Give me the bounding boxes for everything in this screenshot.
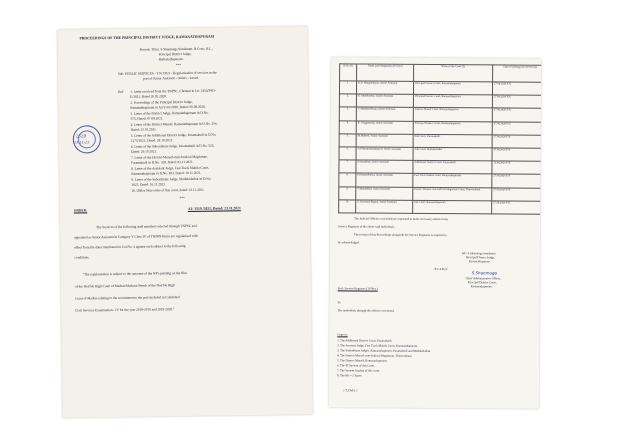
cell-date: 27.08.2020 F.N.: [492, 108, 541, 122]
ref-line: 10. Office Note order of this court, dated: 23.11.2021.: [131, 187, 205, 193]
cell-court: Principal District Court, Ramanathapuram.: [413, 81, 492, 95]
ref-line: 5. Letter of the Additional District Judge, Paramakudi in D.No.: [130, 132, 217, 138]
signature-block-line: Sd/- S.Shanmuga Sundaram: [461, 251, 496, 256]
cell-name: V.Muralidhar, Junior Assistant: [356, 186, 413, 200]
to-label: To: [337, 300, 341, 305]
copy-to-item: 5. The District Munsif, Ramanathapuram.: [337, 358, 388, 363]
cell-court: Principal District Court, Ramanathapuram.: [413, 95, 492, 109]
cell-sl-no: 5.: [339, 134, 356, 147]
order-number-date: A1/ 1519 /2021, Dated: 23.11.2021: [187, 206, 241, 211]
ref-line: 6. Letter of the Subordinate Judge, Paramakudi in D.No. 525,: [130, 143, 215, 149]
cell-date: 27.08.2020 F.N.: [492, 174, 541, 188]
ref-line: 3. Letter of the District Judge, Ramanathapuram in D.No.: [130, 110, 209, 116]
cell-name: K.D. Muppandiyan, Junior Assistant: [356, 81, 413, 95]
cell-court: Fast Track Mahila Court, Ramanathapuram.: [413, 174, 492, 188]
document-title: PROCEEDINGS OF THE PRINCIPAL DISTRICT JUDGE, RAMANATHAPURAM: [79, 34, 215, 41]
cell-date: 13.08.2020 F.N.: [492, 161, 541, 175]
cell-name: S. Saravana Begam, Junior Assistant: [356, 200, 413, 214]
ref-line: Paramakudi in D.No. 328, Dated: 02.11.2021.: [131, 159, 194, 165]
signature-block-line: Chief Administrative Officer,: [465, 276, 501, 281]
col-header-court: Name of the Court (3): [414, 64, 493, 82]
cell-name: M.Mukesh, Junior Assistant: [356, 134, 413, 148]
ref-line: 8. Letter of the Assistant Judge, Fast Track Mahila Court,: [131, 165, 210, 171]
cell-date: 27.08.2020 F.N.: [492, 201, 542, 215]
true-copy-mark: /T.C.F.B.O/: [433, 266, 448, 272]
copy-to-item: 2. The Sessions Judge, Fast Track Mahila Court, Ramanathapuram.: [337, 343, 419, 348]
present-line-3: Ramanathapuram.: [158, 57, 184, 62]
cell-sl-no: 4.: [339, 120, 356, 133]
cell-court: Principal District Court, Ramanathapuram.: [413, 121, 492, 135]
instruction-line: The Judicial Officers concerned are requested to make necessary entries in the: [354, 216, 449, 222]
table-row: [339, 200, 542, 215]
cell-sl-no: 10.: [339, 200, 356, 213]
ref-line: 9. Letter of the Subordinate Judge, Mudukulathur in D.No.: [131, 176, 212, 182]
cell-date: 27.08.2020 F.N.: [492, 95, 541, 109]
signature-block-line: Principal District Judge,: [465, 255, 495, 260]
proceedings-page-2: [329, 57, 541, 408]
cell-date: 27.08.2020 F.N.: [492, 121, 541, 135]
seal-handwritten-date: 23-11-21: [73, 140, 90, 145]
subject-line-1: Sub: PUBLIC SERVICES - T.N.J.M.S - Regularisation of services in the: [117, 70, 217, 76]
copy-to-item: 8. The file + 2 Spare.: [336, 373, 363, 378]
stars-divider: ***: [175, 63, 181, 68]
cell-date: 27.08.2020 F.N.: [492, 148, 541, 162]
order-body-line: appointed as Junior Assistant in Category V Class IV of TNJMS Rules are regularised with: [74, 233, 198, 240]
order-body-line: effect from the dates mentioned in Col.No. 4 against each subject to the following: [74, 243, 186, 250]
ref-line: Dated: 29.10.2021.: [130, 149, 158, 154]
col-header-sl-no: Sl.No (1): [340, 64, 357, 81]
ref-line: E/2021, Dated 20.05.2020.: [130, 94, 167, 99]
staff-regularisation-table: [338, 63, 541, 214]
cell-court: Sub Court, Ramanathapuram: [413, 200, 492, 214]
cell-sl-no: 1.: [339, 81, 356, 94]
cell-sl-no: 8.: [339, 173, 356, 186]
cell-name: P.Dhanasekaran, Junior Assistant: [356, 173, 413, 187]
ref-line: 2. Proceedings of the Principal District Judge,: [130, 99, 193, 105]
copy-to-label: Copy to:: [337, 332, 348, 337]
cell-name: A.P.Narayanasathyavel, Junior Assistant: [356, 147, 413, 161]
instruction-line: Service Registers of the above said individuals.: [338, 224, 395, 229]
signature-block-line: Ramanathapuram.: [468, 259, 491, 264]
cell-date: 27.08.2020 F.N.: [492, 82, 541, 96]
cell-court: Additional District Court, Paramakudi.: [413, 160, 492, 174]
cell-sl-no: 7.: [339, 160, 356, 173]
col-header-name: Name and Designation (Tvl) (2): [357, 64, 414, 81]
footer-mark: // T.Y.M.S.//: [342, 388, 358, 393]
ref-line: 1023, Dated: 16.11.2021.: [131, 182, 166, 187]
cell-court: District Munsif-cum-Judicial Magistrate Court, Thiruvadanai.: [413, 187, 492, 201]
cell-court: Sub Court, Paramakudi.: [413, 134, 492, 148]
signature-block-line: Principal District Court,: [467, 280, 497, 285]
ref-line: Dated: 23.10.2021.: [130, 127, 157, 132]
subject-line-2: post of Junior Assistant - Orders - issued.: [142, 75, 199, 81]
instruction-line: be acknowledged.: [337, 240, 360, 245]
instruction-line: The receipt of this Proceedings alongwith the Service Registers is required to: [353, 232, 447, 238]
cell-name: K. Manikandan, Junior Assistant: [356, 94, 413, 108]
seal-handwritten-number: 1519: [75, 133, 87, 139]
order-body-line: conditions.: [74, 255, 90, 260]
orders-label: ORDER:: [73, 208, 88, 213]
cell-name: P.Surendran, Junior Assistant: [356, 160, 413, 174]
condition-quote-line: Civil Services Examination - IV for the year 2018-2019 and 2019-2020.": [75, 307, 175, 313]
cell-date: 27.08.2020 F.N.: [492, 135, 541, 149]
table-header-row: [340, 64, 542, 82]
cell-sl-no: 6.: [339, 147, 356, 160]
present-line-1: Present: Thiru. S.Shanmuga Sundaram, B.Com., B.L.,: [139, 46, 214, 52]
ref-line: 1275/2021, Dated: 28.10.2021.: [130, 138, 174, 143]
ref-line: 4. Letter of the District Munsif, Ramanathapuram in D.No. 354,: [130, 121, 218, 127]
stars-divider: ***: [179, 196, 185, 201]
cell-court: Sub Court, Mudukulathur: [413, 147, 492, 161]
condition-quote-line: "The regularisation is subject to the outcome of the WPs pending on the files: [82, 270, 187, 277]
cell-sl-no: 3.: [339, 107, 356, 120]
cell-name: K. Aruppasamy, Junior Assistant: [356, 121, 413, 135]
order-body-line: The Services of the following staff members selected through TNPSC and: [96, 223, 197, 230]
references-label: Ref:: [118, 89, 125, 94]
ref-line: 1. Letter received from the TNPSC, Chennai in Ltr. 2454/PSD-: [130, 88, 216, 94]
cell-court: District Munsif Court, Ramanathapuram.: [413, 108, 492, 122]
ref-line: Ramanathapuram in D.No. 853, Dated: 10.11.2021.: [131, 170, 202, 176]
copy-to-item: 3. The Subordinate Judges, Ramanathapuram, Paramakudi and Mudukulathur.: [337, 348, 432, 353]
col-header-date: Date of joining into service (4): [493, 65, 542, 82]
signature-block-line: Ramanathapuram.: [470, 284, 493, 289]
cell-date: 27.08.2020 F.N.: [492, 187, 541, 201]
cell-sl-no: 2.: [339, 94, 356, 107]
copy-to-item: 7. The System Analyst of this court.: [337, 368, 381, 373]
ref-line: Ramanathapuram in A3/1141/2020, Dated: 06.08.2020.: [130, 104, 206, 110]
condition-quote-line: of the Hon'ble High Court of Madras/Madurai Bench of the Hon'ble High: [74, 283, 175, 289]
enclosure-line: Encl: Service Registers (10 Nos.): [337, 286, 378, 291]
to-text: The individuals through the officers concerned.: [337, 308, 395, 313]
condition-quote-line: Court of Madras relating to the recruitment to the post included in Combined: [75, 295, 180, 301]
proceedings-page-1: [57, 26, 312, 417]
cell-name: G.Muthukrishnan, Junior Assistant: [356, 107, 413, 121]
ref-line: 575, Dated: 07.09.2021.: [130, 116, 164, 121]
handwritten-signature: S.Shanmuga: [471, 270, 498, 276]
copy-to-item: 1. The Additional District Court, Paramakudi.: [337, 338, 393, 343]
copy-to-item: 6. The 'B' Section of this Court.: [337, 363, 375, 368]
copy-to-item: 4. The District Munsif-cum-Judicial Magistrate, Thiruvadanai.: [337, 353, 413, 358]
cell-sl-no: 9.: [339, 186, 356, 199]
ref-line: 7. Letter of the District Munsif-cum-Judicial Magistrate,: [131, 154, 208, 160]
present-line-2: Principal District Judge,: [158, 51, 192, 57]
